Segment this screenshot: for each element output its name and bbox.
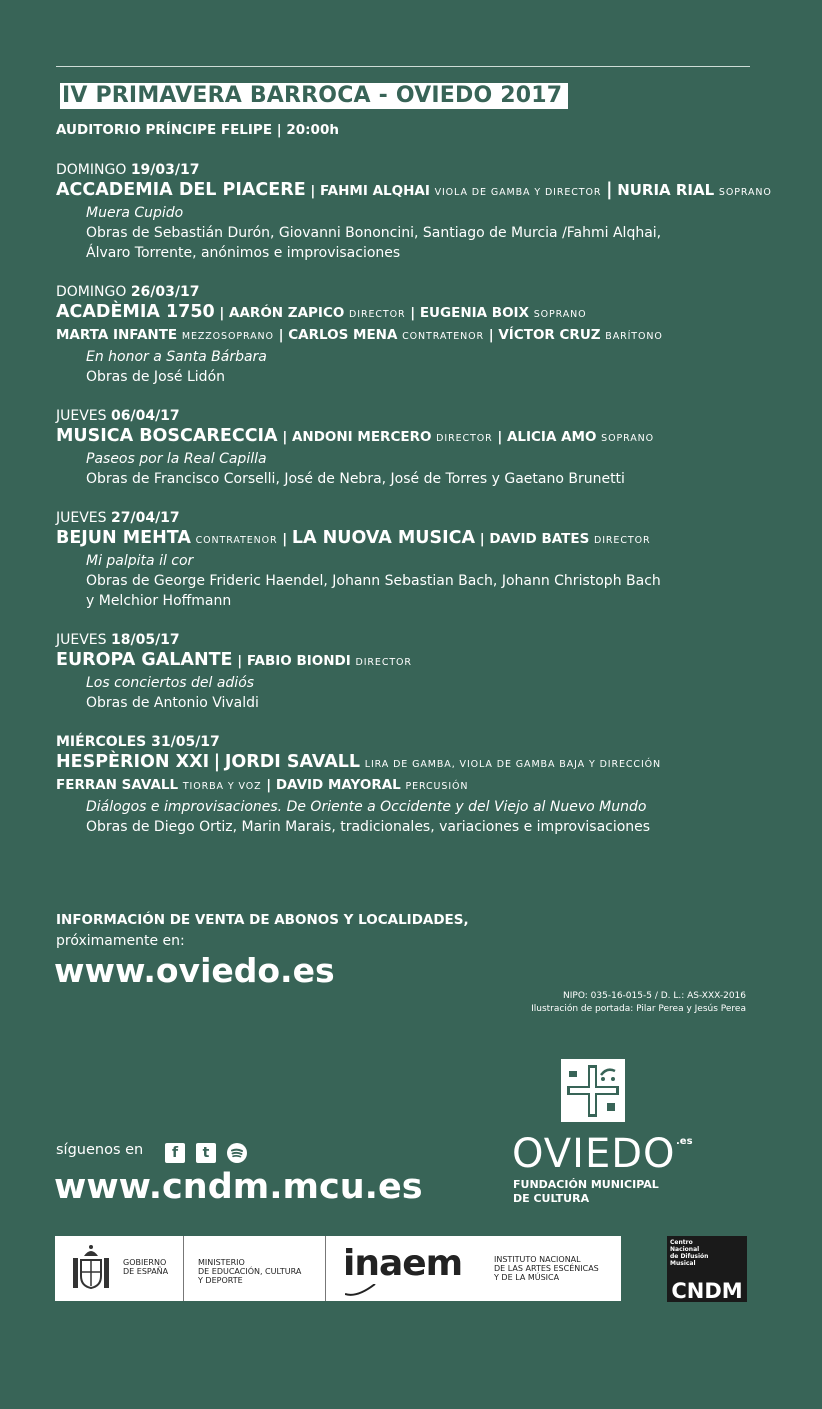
program-title <box>56 673 766 693</box>
cndm-line: Nacional <box>670 1246 700 1253</box>
performer-role: DIRECTOR <box>594 535 651 546</box>
concert-date <box>56 282 766 302</box>
ensemble-name: JORDI SAVALL <box>224 752 361 772</box>
ensemble-name: ACADÈMIA 1750 <box>56 302 215 322</box>
instituto-line: INSTITUTO NACIONAL <box>494 1255 581 1264</box>
government-logos <box>55 1236 621 1301</box>
separator: | <box>410 305 416 321</box>
performer-name: FERRAN SAVALL <box>56 777 179 793</box>
cndm-line: de Difusión <box>670 1253 709 1260</box>
tickets-subheading: próximamente en: <box>56 933 185 949</box>
cndm-link[interactable]: www.cndm.mcu.es <box>54 1167 423 1207</box>
performer-name: VÍCTOR CRUZ <box>498 327 601 343</box>
performer-role: DIRECTOR <box>355 657 412 668</box>
spotify-icon[interactable] <box>227 1143 247 1163</box>
separator: | <box>488 327 494 343</box>
oviedo-wordmark: OVIEDO <box>512 1131 676 1177</box>
cndm-logo <box>667 1236 747 1302</box>
date: 31/05/17 <box>151 734 220 750</box>
program-title-text: En honor a Santa Bárbara <box>86 349 267 365</box>
gobierno-line: DE ESPAÑA <box>123 1267 169 1276</box>
cndm-line: Centro <box>670 1239 693 1246</box>
performer-role: DIRECTOR <box>349 309 406 320</box>
weekday: DOMINGO <box>56 284 127 300</box>
performer-name: ALICIA AMO <box>506 429 597 445</box>
performer-role: SOPRANO <box>601 433 655 444</box>
illustration-credit: Ilustración de portada: Pilar Perea y Jesús Perea <box>531 1004 746 1014</box>
performers-line <box>56 325 766 347</box>
facebook-icon[interactable]: f <box>165 1143 185 1163</box>
fundacion-line: FUNDACIÓN MUNICIPAL <box>513 1178 659 1191</box>
ensemble-name: EUROPA GALANTE <box>56 650 233 670</box>
concert-date <box>56 160 766 180</box>
separator: | <box>219 305 225 321</box>
separator: | <box>266 777 272 793</box>
gobierno-text <box>123 1258 168 1276</box>
performer-name: ANDONI MERCERO <box>291 429 432 445</box>
performer-role: DIRECTOR <box>436 433 493 444</box>
date: 06/04/17 <box>110 408 180 424</box>
concert-date <box>56 732 766 752</box>
performer-role: CONTRATENOR <box>195 535 278 546</box>
performer-name: DAVID BATES <box>489 531 590 547</box>
concert-item <box>56 160 772 263</box>
ministerio-line: Y DEPORTE <box>198 1276 243 1285</box>
performers-line <box>56 752 766 775</box>
performer-name: MARTA INFANTE <box>56 327 178 343</box>
program-title-text: Paseos por la Real Capilla <box>86 451 267 467</box>
date: 19/03/17 <box>130 162 200 178</box>
performers-line <box>56 302 766 325</box>
performer-name: CARLOS MENA <box>288 327 398 343</box>
cndm-small-text <box>670 1239 708 1267</box>
oviedo-cross-logo <box>561 1059 625 1122</box>
fundacion-municipal <box>513 1178 659 1206</box>
separator: | <box>282 531 288 547</box>
inaem-logo: inaem <box>343 1243 463 1284</box>
ensemble-name: MUSICA BOSCARECCIA <box>56 426 278 446</box>
nipo-text: NIPO: 035-16-015-5 / D. L.: AS-XXX-2016 <box>563 991 746 1001</box>
date: 27/04/17 <box>110 510 180 526</box>
instituto-text <box>494 1255 599 1282</box>
fundacion-line: DE CULTURA <box>513 1192 590 1205</box>
date: 26/03/17 <box>130 284 200 300</box>
separator: | <box>282 429 288 445</box>
concert-item <box>56 508 766 611</box>
program-title <box>56 449 766 469</box>
separator: | <box>310 183 316 199</box>
program-works: y Melchior Hoffmann <box>86 593 232 609</box>
program-works: Obras de Sebastián Durón, Giovanni Bononcini, Santiago de Murcia /Fahmi Alqhai, <box>86 225 662 241</box>
performer-name: FABIO BIONDI <box>246 653 351 669</box>
weekday: DOMINGO <box>56 162 127 178</box>
concert-item <box>56 630 766 713</box>
performers-line <box>56 426 766 449</box>
ensemble-name: LA NUOVA MUSICA <box>291 528 475 548</box>
performer-role: VIOLA DE GAMBA Y DIRECTOR <box>434 187 602 198</box>
performers-line <box>56 180 772 203</box>
ensemble-name: HESPÈRION XXI <box>56 752 210 772</box>
performer-role: SOPRANO <box>533 309 587 320</box>
performers-line <box>56 650 766 673</box>
ministerio-line: DE EDUCACIÓN, CULTURA <box>198 1267 302 1276</box>
weekday: MIÉRCOLES <box>56 734 147 750</box>
separator: | <box>497 429 503 445</box>
tickets-heading: INFORMACIÓN DE VENTA DE ABONOS Y LOCALIDADES, <box>56 912 469 928</box>
weekday: JUEVES <box>56 408 107 424</box>
follow-label: síguenos en <box>56 1142 144 1158</box>
concert-item <box>56 732 766 837</box>
concert-item <box>56 282 766 387</box>
program-works: Álvaro Torrente, anónimos e improvisaciones <box>86 245 401 261</box>
concert-date <box>56 406 766 426</box>
performers-line <box>56 528 766 551</box>
oviedo-wordmark-suffix: .es <box>676 1136 693 1147</box>
oviedo-link[interactable]: www.oviedo.es <box>54 951 335 990</box>
separator: | <box>278 327 284 343</box>
performer-name: NURIA RIAL <box>617 181 715 199</box>
inaem-swoosh-icon <box>345 1284 379 1301</box>
program-title-text: Los conciertos del adiós <box>86 675 255 691</box>
logo-divider <box>183 1236 184 1301</box>
cross-icon <box>561 1059 625 1122</box>
logo-divider <box>325 1236 326 1301</box>
program-works: Obras de George Frideric Haendel, Johann Sebastian Bach, Johann Christoph Bach <box>86 573 661 589</box>
program-works: Obras de Antonio Vivaldi <box>86 695 259 711</box>
separator: | <box>213 752 221 772</box>
separator: | <box>237 653 243 669</box>
weekday: JUEVES <box>56 632 107 648</box>
instituto-line: Y DE LA MÚSICA <box>494 1273 560 1282</box>
program-title-text: Mi palpita il cor <box>86 553 194 569</box>
venue-line: AUDITORIO PRÍNCIPE FELIPE | 20:00h <box>56 122 339 138</box>
ensemble-name: BEJUN MEHTA <box>56 528 191 548</box>
top-rule <box>56 66 750 67</box>
performer-role: SOPRANO <box>718 187 772 198</box>
performer-name: EUGENIA BOIX <box>419 305 529 321</box>
performer-role: CONTRATENOR <box>402 331 485 342</box>
weekday: JUEVES <box>56 510 107 526</box>
separator: | <box>606 180 613 200</box>
program-title <box>56 203 766 223</box>
performer-role: LIRA DE GAMBA, VIOLA DE GAMBA BAJA Y DIRECCIÓN <box>364 759 662 770</box>
performer-role: BARÍTONO <box>605 331 663 342</box>
program-title-text: Muera Cupido <box>86 205 184 221</box>
legal-info <box>531 990 746 1016</box>
instituto-line: DE LAS ARTES ESCÉNICAS <box>494 1264 599 1273</box>
twitter-icon[interactable]: t <box>196 1143 216 1163</box>
cndm-line: Musical <box>670 1260 696 1267</box>
performer-role: TIORBA Y VOZ <box>182 781 262 792</box>
performer-name: DAVID MAYORAL <box>275 777 401 793</box>
program-title <box>56 797 766 817</box>
performer-name: FAHMI ALQHAI <box>320 183 430 199</box>
date: 18/05/17 <box>110 632 180 648</box>
program-title <box>56 551 766 571</box>
coat-of-arms-icon <box>69 1244 113 1292</box>
separator: | <box>479 531 485 547</box>
ministerio-line: MINISTERIO <box>198 1258 245 1267</box>
performer-role: PERCUSIÓN <box>405 781 469 792</box>
concert-date <box>56 630 766 650</box>
concert-list <box>56 160 772 856</box>
program-title <box>56 347 766 367</box>
page-title: IV PRIMAVERA BARROCA - OVIEDO 2017 <box>56 83 568 109</box>
program-works: Obras de José Lidón <box>86 369 226 385</box>
performers-line <box>56 775 766 797</box>
program-title-text: Diálogos e improvisaciones. De Oriente a Occidente y del Viejo al Nuevo Mundo <box>86 799 647 815</box>
spotify-waves-icon <box>227 1143 247 1163</box>
title-accent <box>56 83 60 109</box>
program-works: Obras de Diego Ortiz, Marin Marais, tradicionales, variaciones e improvisaciones <box>86 819 651 835</box>
concert-item <box>56 406 766 489</box>
concert-date <box>56 508 766 528</box>
gobierno-line: GOBIERNO <box>123 1258 167 1267</box>
ministerio-text <box>198 1258 301 1285</box>
program-works: Obras de Francisco Corselli, José de Nebra, José de Torres y Gaetano Brunetti <box>86 471 625 487</box>
performer-role: MEZZOSOPRANO <box>181 331 274 342</box>
ensemble-name: ACCADEMIA DEL PIACERE <box>56 180 306 200</box>
performer-name: AARÓN ZAPICO <box>229 305 345 321</box>
cndm-acronym: CNDM <box>671 1279 743 1303</box>
